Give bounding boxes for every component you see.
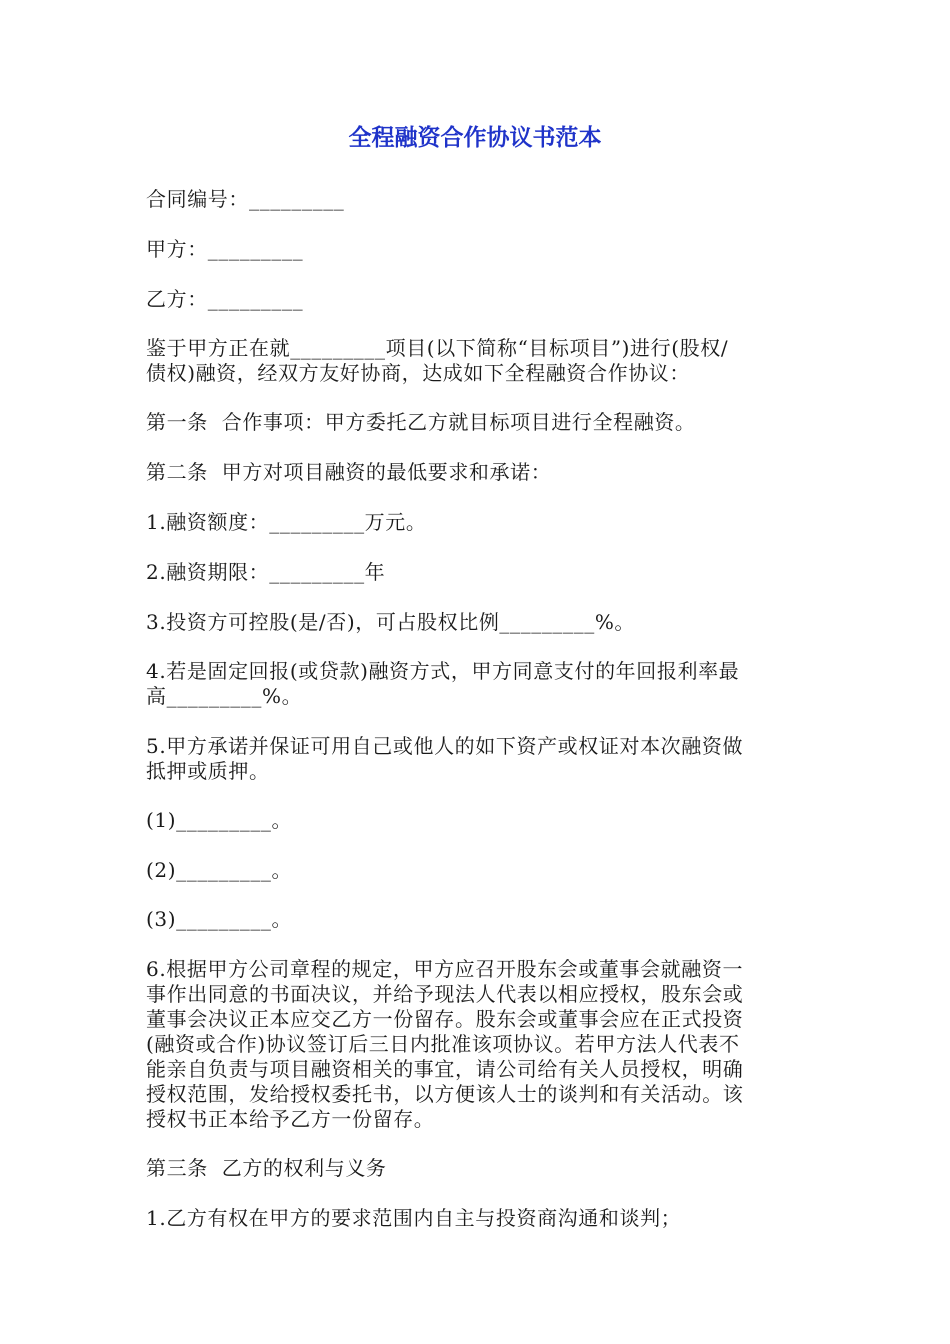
collateral-item-1: (1)_________。 (146, 808, 293, 832)
article-1: 第一条 合作事项：甲方委托乙方就目标项目进行全程融资。 (146, 410, 696, 434)
preamble-paragraph: 鉴于甲方正在就_________项目(以下简称“目标项目”)进行(股权/ 债权)融资，经双方友好协商，达成如下全程融资合作协议： (146, 336, 729, 385)
party-a-line: 甲方：_________ (146, 237, 304, 261)
collateral-item-2: (2)_________。 (146, 858, 293, 882)
item-2-term: 2.融资期限：_________年 (146, 560, 386, 584)
article-3-item-1: 1.乙方有权在甲方的要求范围内自主与投资商沟通和谈判； (146, 1206, 682, 1230)
item-3-equity: 3.投资方可控股(是/否)，可占股权比例_________%。 (146, 610, 636, 634)
party-b-line: 乙方：_________ (146, 287, 304, 311)
item-5-collateral: 5.甲方承诺并保证可用自己或他人的如下资产或权证对本次融资做 抵押或质押。 (146, 734, 744, 783)
contract-number-line: 合同编号：_________ (146, 187, 345, 211)
item-6-resolution: 6.根据甲方公司章程的规定，甲方应召开股东会或董事会就融资一 事作出同意的书面决议，并给予现法人代表以相应授权，股东会或 董事会决议正本应交乙方一份留存。股东会或董事会应在正式投资 (融资或合作)协议签订后三日内批准该项协议。若甲方法人代表不 能亲自负责与项目融资相关的事宜，请公司给有关人员授权，明确 授权范围，发给授权委托书，以方便该人士的谈判和有关活动。该 授权书正本给予乙方一份留存。 (146, 957, 744, 1131)
article-2-heading: 第二条 甲方对项目融资的最低要求和承诺： (146, 460, 552, 484)
item-1-amount: 1.融资额度：_________万元。 (146, 510, 427, 534)
article-3-heading: 第三条 乙方的权利与义务 (146, 1156, 387, 1180)
collateral-item-3: (3)_________。 (146, 907, 293, 931)
item-4-return-rate: 4.若是固定回报(或贷款)融资方式，甲方同意支付的年回报利率最 高_________%。 (146, 659, 740, 708)
document-title: 全程融资合作协议书范本 (348, 125, 602, 151)
